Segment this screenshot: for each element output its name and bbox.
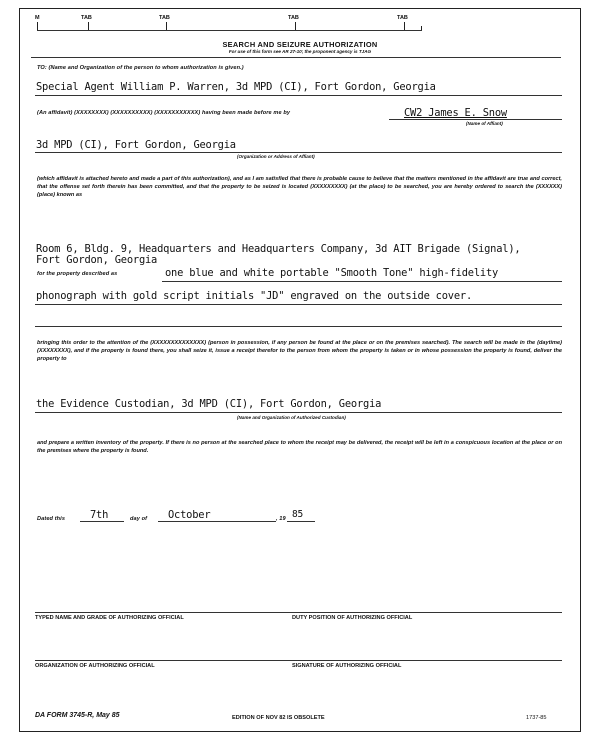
affiant-org-value[interactable]: 3d MPD (CI), Fort Gordon, Georgia: [36, 139, 236, 151]
affiant-line: [389, 119, 562, 120]
ruler-tab-label: TAB: [397, 15, 408, 21]
place-value-line1[interactable]: Room 6, Bldg. 9, Headquarters and Headquarters Company, 3d AIT Brigade (Signal),: [36, 243, 521, 255]
official-line-2: [35, 660, 562, 661]
custodian-line: [35, 412, 562, 413]
ruler-tab-label: TAB: [159, 15, 170, 21]
ruler-tick: [404, 22, 405, 30]
ruler-margin-label: M: [35, 15, 40, 21]
form-subtitle: For use of this form see AR 27-10; the proponent agency is TJAG: [228, 49, 372, 54]
to-value[interactable]: Special Agent William P. Warren, 3d MPD (CI), Fort Gordon, Georgia: [36, 81, 436, 93]
ruler-tick: [166, 22, 167, 30]
form-title: SEARCH AND SEIZURE AUTHORIZATION: [222, 40, 378, 49]
header-rule: [31, 57, 561, 58]
dated-label: Dated this: [37, 516, 66, 522]
property-value-line2[interactable]: phonograph with gold script initials "JD" engraved on the outside cover.: [36, 290, 473, 302]
inventory-paragraph: and prepare a written inventory of the property. If there is no person at the searched place to whom the receipt may be delivered, the receipt will be left in a conspicuous location at the place or on the premises where the property is found.: [37, 440, 562, 454]
authorization-paragraph: (which affidavit is attached hereto and made a part of this authorization), and as I am satisfied that there is probable cause to believe that the matters mentioned in the affidavit are true and correct, that the offense set forth therein has been committed, and that the property to be seized is located (XXXXXXXXX) (at the place) to be searched, you are hereby ordered to search the (XXXXXX) (place) known as: [37, 176, 562, 198]
duty-position-label: DUTY POSITION OF AUTHORIZING OFFICIAL: [292, 615, 413, 621]
dated-day-line: [80, 521, 124, 522]
ruler-tick: [88, 22, 89, 30]
typed-name-label: TYPED NAME AND GRADE OF AUTHORIZING OFFICIAL: [35, 615, 184, 621]
dated-month[interactable]: October: [168, 509, 211, 521]
organization-label: ORGANIZATION OF AUTHORIZING OFFICIAL: [35, 663, 155, 669]
execution-paragraph: bringing this order to the attention of the (XXXXXXXXXXXXXX) (person in possession, if any person be found at the place or on the premises searched). The search will be made in the (daytime) (XXXXXXXX), and if the property is found there, you shall seize it, issue a receipt therefor to the person from whom the property is taken or in whose possession the property is found, deliver the property to: [37, 340, 562, 362]
affiant-org-line: [35, 152, 562, 153]
ruler-tick: [421, 26, 422, 30]
ruler-tick: [37, 22, 38, 30]
affiant-caption: (Name of Affiant): [466, 121, 503, 126]
custodian-caption: (Name and Organization of Authorized Custodian): [237, 415, 346, 420]
ruler-tab-label: TAB: [288, 15, 299, 21]
dated-month-line: [158, 521, 276, 522]
edition-note: EDITION OF NOV 82 IS OBSOLETE: [232, 715, 325, 721]
property-line3: [35, 326, 562, 327]
property-line2: [35, 304, 562, 305]
custodian-value[interactable]: the Evidence Custodian, 3d MPD (CI), Fort Gordon, Georgia: [36, 398, 382, 410]
property-line1: [162, 281, 562, 282]
affiant-org-caption: (Organization or Address of Affiant): [237, 154, 315, 159]
official-line-1: [35, 612, 562, 613]
affiant-name[interactable]: CW2 James E. Snow: [404, 107, 507, 119]
signature-label: SIGNATURE OF AUTHORIZING OFFICIAL: [292, 663, 402, 669]
year-prefix: , 19: [276, 516, 286, 522]
ruler-tick: [295, 22, 296, 30]
dated-year-line: [287, 521, 315, 522]
dayof-label: day of: [130, 516, 148, 522]
place-value-line2[interactable]: Fort Gordon, Georgia: [36, 254, 158, 266]
dated-day[interactable]: 7th: [90, 509, 109, 521]
dated-year[interactable]: 85: [292, 509, 304, 520]
affidavit-text: (An affidavit) (XXXXXXXX) (XXXXXXXXXX) (XXXXXXXXXXX) having been made before me by: [37, 110, 291, 116]
property-value-line1[interactable]: one blue and white portable "Smooth Tone" high-fidelity: [165, 267, 499, 279]
ruler-tab-label: TAB: [81, 15, 92, 21]
ruler-line: [37, 30, 422, 31]
to-label: TO: (Name and Organization of the person to whom authorization is given.): [37, 65, 244, 71]
form-code: 1737-85: [526, 715, 547, 721]
form-id: DA FORM 3745-R, May 85: [35, 712, 120, 719]
property-label: for the property described as: [37, 271, 118, 277]
to-line: [35, 95, 562, 96]
